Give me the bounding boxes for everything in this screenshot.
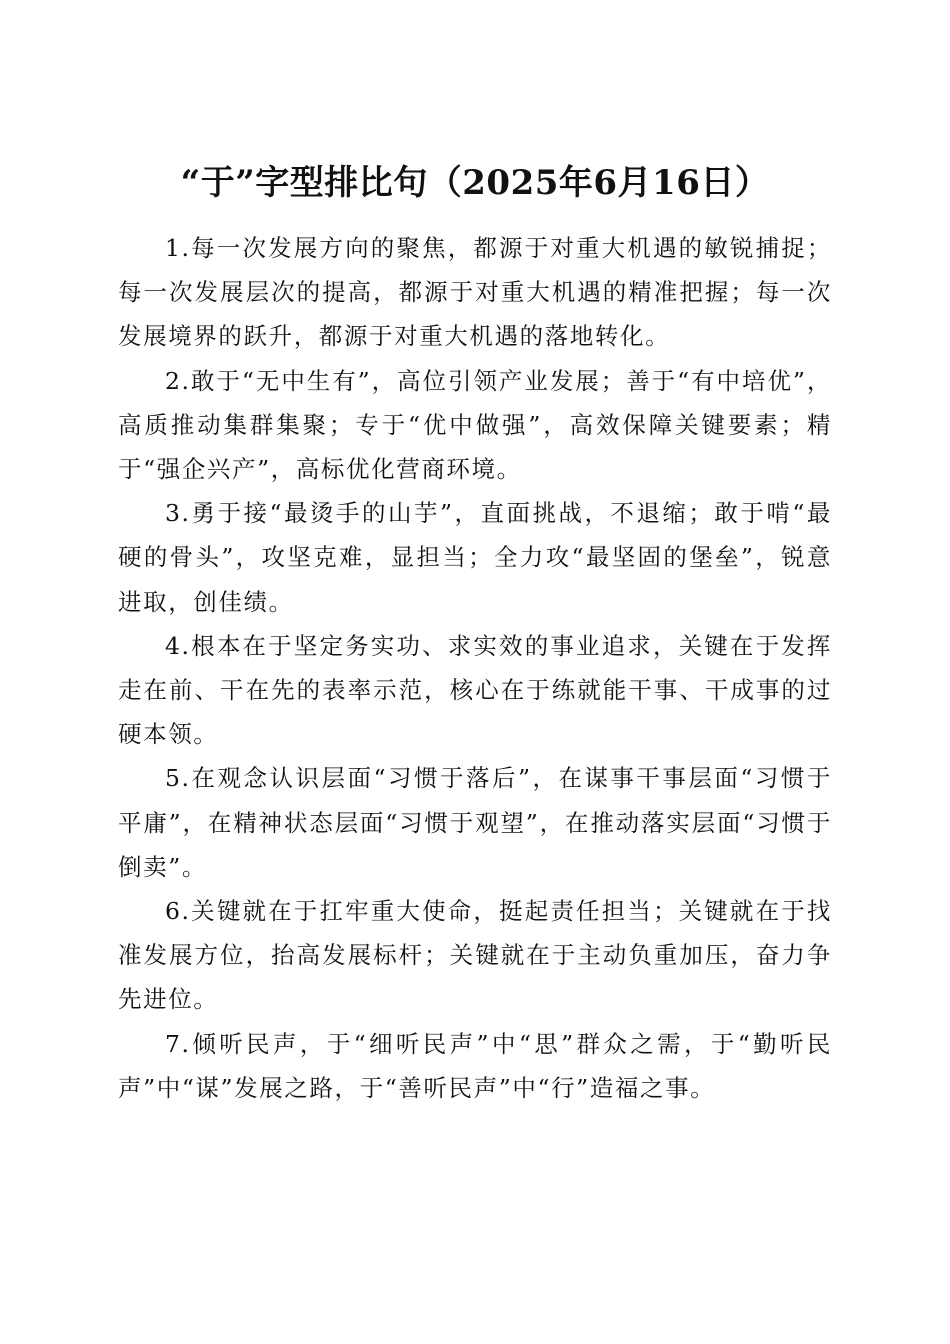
paragraph-6: 6.关键就在于扛牢重大使命，挺起责任担当；关键就在于找准发展方位，抬高发展标杆；关键就在于主动负重加压，奋力争先进位。 (118, 897, 832, 1014)
paragraph-3: 3.勇于接“最烫手的山芋”，直面挑战，不退缩；敢于啃“最硬的骨头”，攻坚克难，显担当；全力攻“最坚固的堡垒”，锐意进取，创佳绩。 (118, 499, 832, 616)
paragraph-5: 5.在观念认识层面“习惯于落后”，在谋事干事层面“习惯于平庸”，在精神状态层面“习惯于观望”，在推动落实层面“习惯于倒卖”。 (118, 764, 832, 881)
document-title: “于”字型排比句（2025年6月16日） (180, 162, 770, 203)
paragraph-7: 7.倾听民声，于“细听民声”中“思”群众之需，于“勤听民声”中“谋”发展之路，于“善听民声”中“行”造福之事。 (118, 1029, 832, 1102)
paragraph-4: 4.根本在于坚定务实功、求实效的事业追求，关键在于发挥走在前、干在先的表率示范，核心在于练就能干事、干成事的过硬本领。 (118, 631, 832, 749)
paragraph-2: 2.敢于“无中生有”，高位引领产业发展；善于“有中培优”，高质推动集群集聚；专于“优中做强”，高效保障关键要素；精于“强企兴产”，高标优化营商环境。 (118, 366, 832, 484)
document-body (118, 226, 832, 1110)
paragraph-1: 1.每一次发展方向的聚焦，都源于对重大机遇的敏锐捕捉；每一次发展层次的提高，都源于对重大机遇的精准把握；每一次发展境界的跃升，都源于对重大机遇的落地转化。 (118, 234, 832, 351)
